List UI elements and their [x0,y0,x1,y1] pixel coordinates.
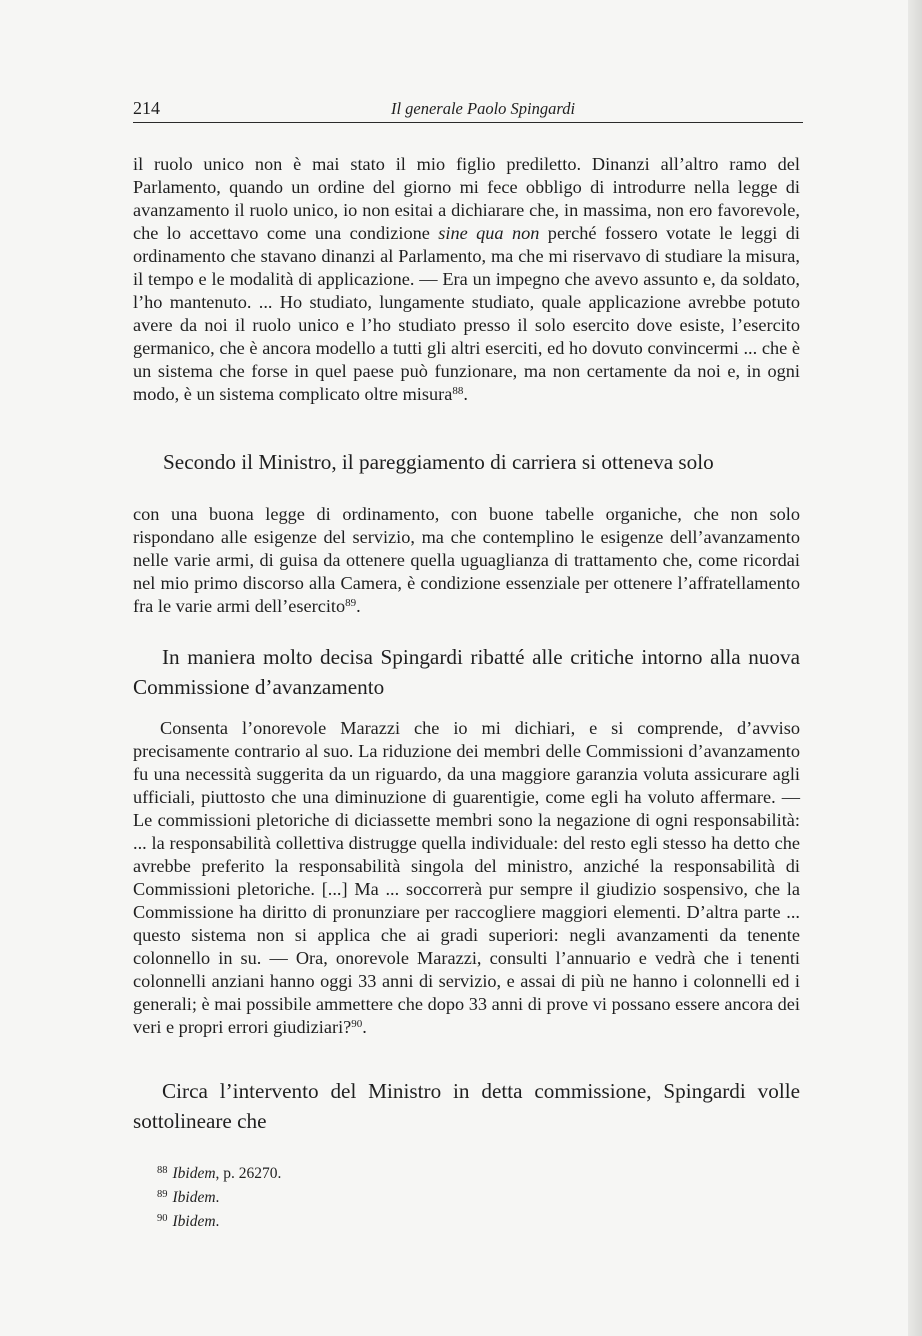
quote-1-text-cont: perché fossero votate le leggi di ordinamento che stavano dinanzi al Parlamento, ma che mi riservavo di studiare la misura, il tempo e le modalità di applicazione. — Era un impegno che avevo assunto e, da soldato, l’ho mantenuto. ... Ho studiato, lungamente studiato, quale applicazione avrebbe potuto avere da noi il ruolo unico e l’ho studiato presso il solo esercito dove esiste, l’esercito germanico, che è ancora modello a tutti gli altri eserciti, ed ho dovuto convincermi ... che è un sistema che forse in quel paese può funzionare, ma non certamente da noi e, in ogni modo, è un sistema complicato oltre misura [133,223,801,404]
paragraph-3: Circa l’intervento del Ministro in detta commissione, Spingardi volle sottolineare che [133,1079,800,1133]
footnote-89: $^{89}$ Ibidem. [157,1189,220,1206]
footnote-ref-88: 88 [452,385,464,397]
quote-1-italic: sine qua non [438,223,540,243]
footnotes [157,1160,281,1232]
quote-3-end: . [362,1017,367,1037]
quote-2-end: . [356,596,361,616]
page-number: 214 [133,98,160,118]
quote-3-text: Consenta l’onorevole Marazzi che io mi dichiari, e si comprende, d’avviso precisamente contrario al suo. La riduzione dei membri delle Commissioni d’avanzamento fu una necessità suggerita da un riguardo, da una maggiore garanzia voluta assicurare agli ufficiali, piuttosto che una diminuzione di guarentigie, come egli ha voluto affermare. — Le commissioni pletoriche di diciassette membri sono la negazione di ogni responsabilità: ... la responsabilità collettiva distrugge quella individuale: del resto egli stesso ha detto che avrebbe preferito la responsabilità singola del ministro, anziché la responsabilità di Commissioni pletoriche. [...] Ma ... soccorrerà pur sempre il giudizio sospensivo, che la Commissione ha diritto di pronunziare per raccogliere maggiori elementi. D’altra parte ... questo sistema non si applica che ai gradi superiori: negli avanzamenti da tenente colonnello in su. — Ora, onorevole Marazzi, consulti l’annuario e vedrà che i tenenti colonnelli anziani hanno oggi 33 anni di servizio, e assai di più ne hanno i colonnelli ed i generali; è mai possibile ammettere che dopo 33 anni di prove vi possano essere ancora dei veri e propri errori giudiziari? [133,718,800,1037]
quote-1-text: il ruolo unico non è mai stato il mio figlio prediletto. Dinanzi all’altro ramo del Parlamento, quando un ordine del giorno mi fece obbligo di introdurre nella legge di avanzamento il ruolo unico, io non esitai a dichiarare che, in massima, non ero favorevole, che lo accettavo come una condizione [133,154,800,243]
footnote-ref-90: 90 [351,1018,363,1030]
page-header [133,98,803,123]
quote-block-2 [133,503,800,618]
paragraph-2: In maniera molto decisa Spingardi ribatté alle critiche intorno alla nuova Commissione d’avanzamento [133,645,800,699]
quote-block-3 [133,717,800,1039]
running-title: Il generale Paolo Spingardi [390,99,576,118]
footnote-90: $^{90}$ Ibidem. [157,1213,220,1230]
scan-edge [908,0,922,1336]
footnote-ref-89: 89 [345,597,357,609]
quote-1-end: . [463,384,468,404]
paragraph-1: Secondo il Ministro, il pareggiamento di carriera si otteneva solo [163,450,714,474]
footnote-88: $^{88}$ Ibidem, p. 26270. [157,1165,282,1182]
quote-block-1 [133,153,800,406]
quote-2-text: con una buona legge di ordinamento, con buone tabelle organiche, che non solo rispondano alle esigenze del servizio, ma che contemplino le esigenze dell’avanzamento nelle varie armi, di guisa da ottenere quella uguaglianza di trattamento che, come ricordai nel mio primo discorso alla Camera, è condizione essenziale per ottenere l’affratellamento fra le varie armi dell’esercito [133,504,800,616]
